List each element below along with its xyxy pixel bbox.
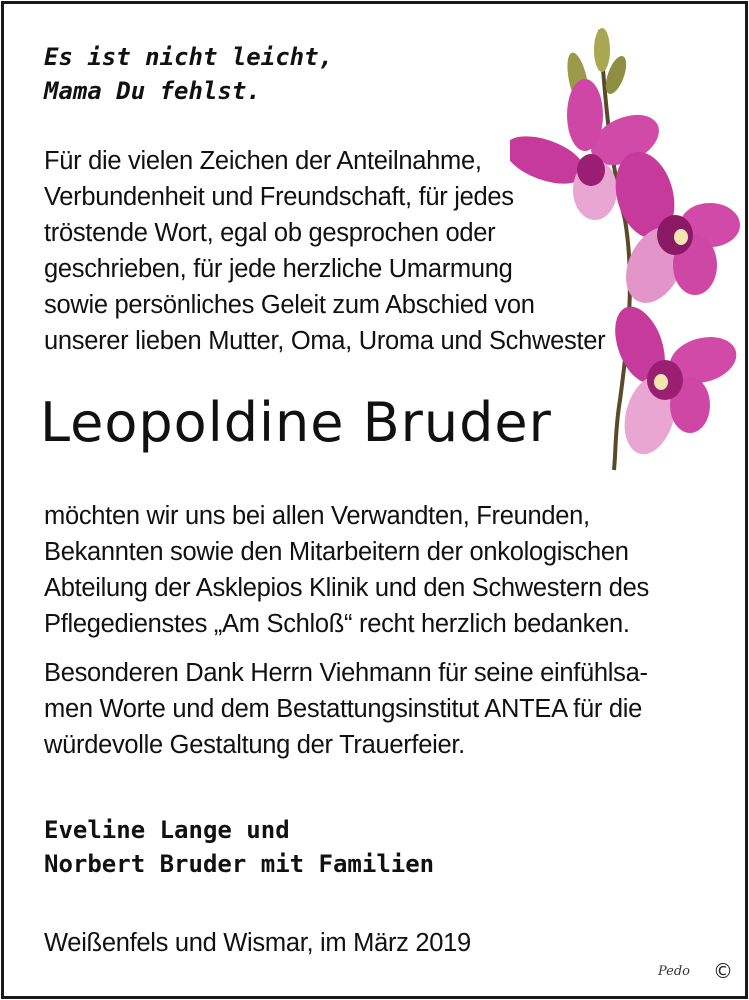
thanks-line: möchten wir uns bei allen Verwandten, Freunden, <box>44 502 590 530</box>
signer-line-1: Eveline Lange und <box>44 816 290 844</box>
special-thanks-text <box>44 655 648 763</box>
intro-line: Für die vielen Zeichen der Anteilnahme, <box>44 147 482 175</box>
thanks-line: Pflegedienstes „Am Schloß“ recht herzlich bedanken. <box>44 610 630 638</box>
thanks-text <box>44 498 649 642</box>
copyright-icon: © <box>713 959 733 983</box>
intro-line: sowie persönliches Geleit zum Abschied von <box>44 291 535 319</box>
thanks-line: Bekannten sowie den Mitarbeitern der onkologischen <box>44 538 629 566</box>
signers <box>44 813 434 881</box>
intro-text <box>44 143 644 359</box>
designer-credit: Pedo <box>658 964 691 979</box>
motto-line-1: Es ist nicht leicht, <box>44 43 333 71</box>
special-thanks-line: men Worte und dem Bestattungsinstitut ANTEA für die <box>44 695 642 723</box>
motto <box>44 40 333 108</box>
deceased-name: Leopoldine Bruder <box>40 391 552 454</box>
thanks-line: Abteilung der Asklepios Klinik und den Schwestern des <box>44 574 649 602</box>
signer-line-2: Norbert Bruder mit Familien <box>44 850 435 878</box>
special-thanks-line: würdevolle Gestaltung der Trauerfeier. <box>44 731 465 759</box>
place-and-date: Weißenfels und Wismar, im März 2019 <box>44 929 471 957</box>
special-thanks-line: Besonderen Dank Herrn Viehmann für seine einfühlsa- <box>44 659 648 687</box>
intro-line: geschrieben, für jede herzliche Umarmung <box>44 255 513 283</box>
intro-line: tröstende Wort, egal ob gesprochen oder <box>44 219 496 247</box>
intro-line: unserer lieben Mutter, Oma, Uroma und Schwester <box>44 327 606 355</box>
motto-line-2: Mama Du fehlst. <box>44 77 261 105</box>
intro-line: Verbundenheit und Freundschaft, für jedes <box>44 183 514 211</box>
